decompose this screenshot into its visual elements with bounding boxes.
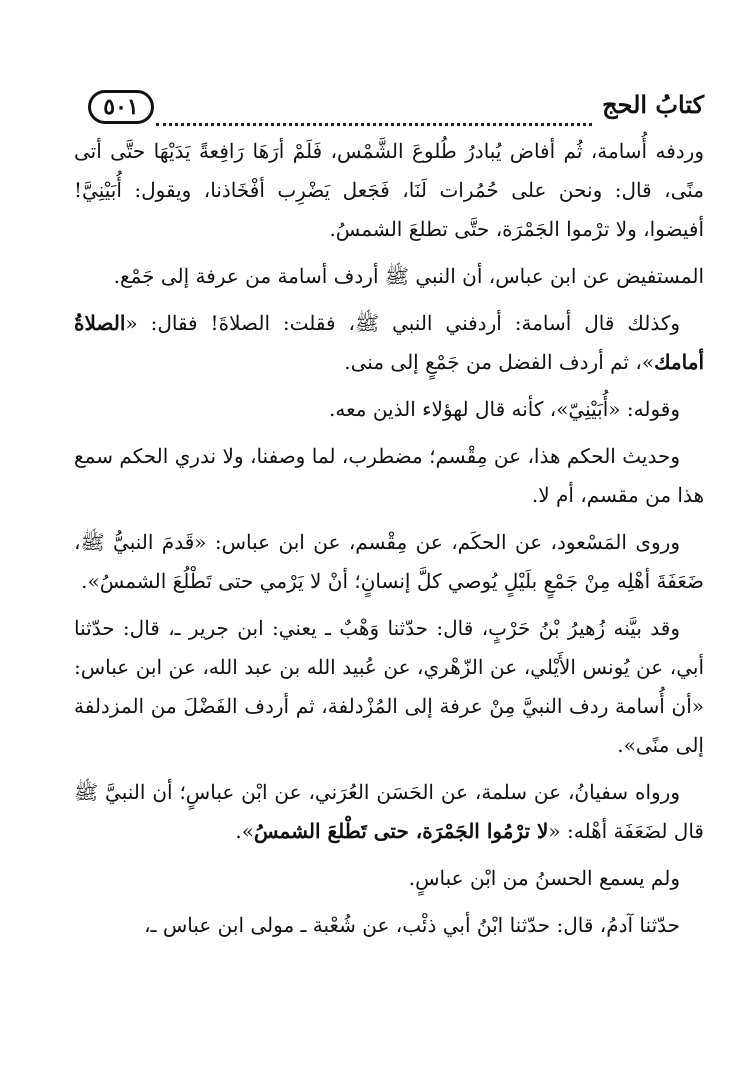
bold-quote-text: لا ترْمُوا الجَمْرَة، حتى تَطْلعَ الشمسُ bbox=[254, 819, 549, 843]
page-number: ٥٠١ bbox=[88, 90, 154, 124]
bold-quote-text: الصلاةُ أمامك bbox=[74, 311, 704, 374]
paragraph-text: ورواه سفيانُ، عن سلمة، عن الحَسَن العُرَني، عن ابْن عباسٍ؛ أن النبيَّ ﷺ قال لضَعَفَة أهْله: « bbox=[74, 780, 704, 843]
paragraph bbox=[74, 304, 704, 382]
page-header bbox=[74, 80, 704, 132]
paragraph bbox=[74, 257, 704, 296]
paragraph-text: وحديث الحكم هذا، عن مِقْسم؛ مضطرب، لما وصفنا، ولا ندري الحكم سمع هذا من مقسم، أم لا. bbox=[74, 444, 704, 507]
running-title: كتابُ الحج bbox=[602, 90, 704, 119]
paragraph bbox=[74, 437, 704, 515]
paragraph bbox=[74, 906, 704, 945]
header-divider bbox=[156, 123, 592, 126]
paragraph bbox=[74, 523, 704, 601]
paragraph-text: وقوله: «أُبَيْنِيّ»، كأنه قال لهؤلاء الذين معه. bbox=[329, 397, 680, 421]
paragraph bbox=[74, 390, 704, 429]
paragraph-text: »، ثم أردف الفضل من جَمْعٍ إلى منى. bbox=[344, 350, 655, 374]
paragraph bbox=[74, 773, 704, 851]
paragraph-text: المستفيض عن ابن عباس، أن النبي ﷺ أردف أسامة من عرفة إلى جَمْع. bbox=[113, 264, 704, 288]
page-body bbox=[74, 132, 704, 945]
paragraph bbox=[74, 859, 704, 898]
paragraph bbox=[74, 132, 704, 249]
paragraph bbox=[74, 609, 704, 765]
paragraph-text: وروى المَسْعود، عن الحكَم، عن مِقْسم، عن ابن عباس: «قَدمَ النبيُّ ﷺ، ضَعَفَةَ أهْلِه مِنْ جَمْعٍ بلَيْلٍ يُوصي كلَّ إنسانٍ؛ أنْ لا يَرْمي حتى تَطْلُعَ الشمسُ». bbox=[74, 530, 704, 593]
paragraph-text: ». bbox=[235, 819, 255, 843]
paragraph-text: ولم يسمع الحسنُ من ابْن عباسٍ. bbox=[408, 866, 680, 890]
paragraph-text: وردفه أُسامة، ثُم أفاض يُبادرُ طُلوعَ الشَّمْس، فَلَمْ أرَهَا رَافِعةً يَدَيْهَا حتَّى أتى منًى، قال: ونحن على حُمُرات لَنَا، فَجَعل يَضْرِب أفْخَاذنا، ويقول: أُبَيْنِيَّ! أفيضوا، ولا ترْموا الجَمْرَة، حتَّى تطلعَ الشمسُ. bbox=[74, 139, 704, 241]
book-page bbox=[74, 80, 704, 953]
paragraph-text: وقد بيَّنه زُهيرُ بْنُ حَرْبٍ، قال: حدّثنا وَهْبٌ ـ يعني: ابن جرير ـ، قال: حدّثنا أبي، عن يُونس الأَيْلي، عن الزّهْري، عن عُبيد الله بن عبد الله، عن ابن عباس: «أن أُسامة ردف النبيَّ مِنْ عرفة إلى المُزْدلفة، ثم أردف الفَضْلَ من المزدلفة إلى منًى». bbox=[74, 616, 704, 757]
paragraph-text: وكذلك قال أسامة: أردفني النبي ﷺ، فقلت: الصلاةَ! فقال: « bbox=[125, 311, 680, 335]
paragraph-text: حدّثنا آدمُ، قال: حدّثنا ابْنُ أبي ذئْب، عن شُعْبة ـ مولى ابن عباس ـ، bbox=[144, 913, 680, 937]
